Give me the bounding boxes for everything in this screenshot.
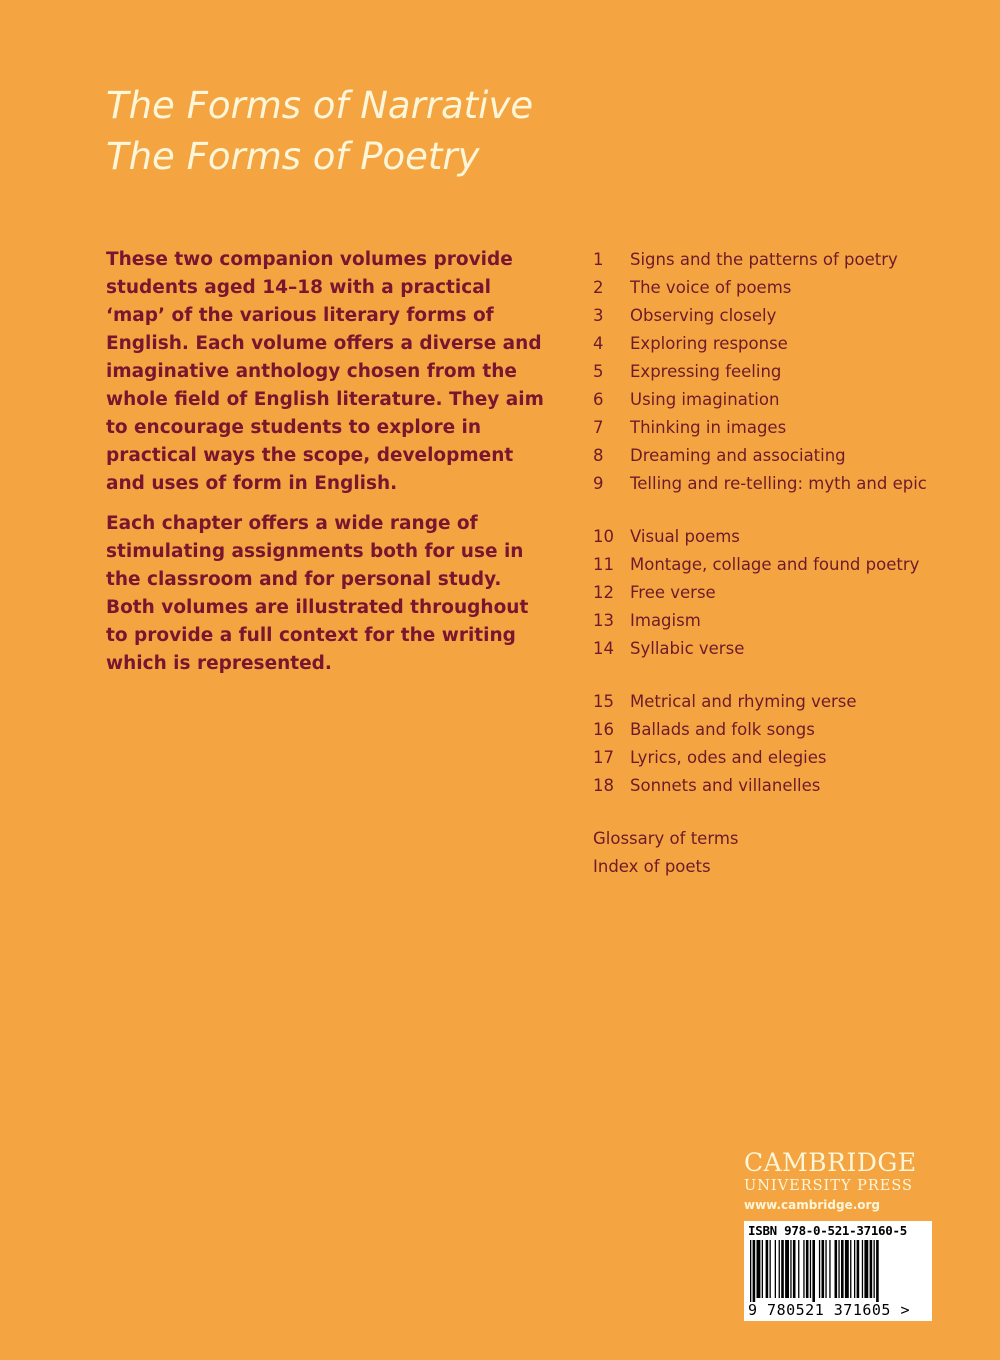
barcode-bar (850, 1240, 851, 1298)
barcode-bar (874, 1240, 875, 1298)
toc-entry (593, 470, 973, 498)
toc-title: Dreaming and associating (630, 446, 846, 465)
toc-entry (593, 330, 973, 358)
toc-title: Sonnets and villanelles (630, 776, 821, 795)
barcode-bar (793, 1240, 796, 1298)
toc-entry (593, 302, 973, 330)
toc-entry (593, 442, 973, 470)
cover-titles (106, 80, 533, 182)
barcode-bar (803, 1240, 804, 1298)
toc-title: Lyrics, odes and elegies (630, 748, 827, 767)
toc-title: Signs and the patterns of poetry (630, 250, 898, 269)
barcode-bar (864, 1240, 868, 1298)
toc-group-3 (593, 688, 973, 800)
barcode-bar (838, 1240, 839, 1298)
toc-number: 1 (593, 250, 604, 269)
barcode-bar (870, 1240, 873, 1298)
barcode-bar (841, 1240, 844, 1298)
barcode-bar (845, 1240, 849, 1298)
barcode-bar (806, 1240, 809, 1298)
toc-number: 10 (593, 527, 614, 546)
blurb (106, 246, 546, 690)
glossary-entry: Glossary of terms (593, 829, 739, 848)
toc-number: 7 (593, 418, 604, 437)
toc-entry (593, 358, 973, 386)
toc-number: 13 (593, 611, 614, 630)
toc-number: 4 (593, 334, 604, 353)
barcode-bar (822, 1240, 825, 1298)
index-entry: Index of poets (593, 857, 711, 876)
toc-title: Visual poems (630, 527, 740, 546)
publisher-url: www.cambridge.org (744, 1198, 881, 1212)
toc-entry (593, 744, 973, 772)
toc-title: Free verse (630, 583, 716, 602)
barcode-bar (762, 1240, 763, 1298)
toc-title: Ballads and folk songs (630, 720, 815, 739)
toc-number: 5 (593, 362, 604, 381)
barcode-bar (781, 1240, 784, 1298)
toc-entry (593, 579, 973, 607)
toc-title: Exploring response (630, 334, 788, 353)
blurb-paragraph-1: These two companion volumes provide students aged 14–18 with a practical ‘map’ of the various literary forms of English. Each volume offers a diverse and imaginative anthology chosen from the whole field of English literature. They aim to encourage students to explore in practical ways the scope, development and uses of form in English. (106, 249, 544, 494)
publisher-logo (744, 1148, 934, 1215)
toc-entry (593, 274, 973, 302)
barcode-bar (775, 1240, 776, 1298)
barcode-bar (812, 1240, 815, 1302)
barcode-bar (829, 1240, 830, 1298)
toc-number: 17 (593, 748, 614, 767)
barcode-bar (798, 1240, 799, 1298)
toc-entry (593, 635, 973, 663)
barcode (744, 1221, 932, 1321)
barcode-bars (748, 1240, 928, 1302)
toc-appendix (593, 825, 973, 881)
toc-title: Thinking in images (630, 418, 787, 437)
toc-title: Observing closely (630, 306, 777, 325)
toc-number: 9 (593, 474, 604, 493)
barcode-bar (790, 1240, 791, 1298)
toc-title: Using imagination (630, 390, 780, 409)
toc-number: 12 (593, 583, 614, 602)
toc-number: 3 (593, 306, 604, 325)
toc-entry (593, 716, 973, 744)
barcode-bar (810, 1240, 811, 1298)
toc-number: 15 (593, 692, 614, 711)
barcode-bar (857, 1240, 860, 1298)
barcode-bar (766, 1240, 769, 1298)
toc-title: Syllabic verse (630, 639, 745, 658)
barcode-bar (819, 1240, 820, 1298)
toc-title: Expressing feeling (630, 362, 782, 381)
barcode-digits: 9 780521 371605 > (748, 1301, 911, 1319)
barcode-bar (770, 1240, 771, 1298)
barcode-bar (854, 1240, 855, 1298)
toc-entry (593, 551, 973, 579)
toc-number: 11 (593, 555, 614, 574)
toc-title: Telling and re-telling: myth and epic (630, 474, 927, 493)
toc-group-2 (593, 523, 973, 663)
barcode-bar (835, 1240, 838, 1298)
toc-entry (593, 246, 973, 274)
title-narrative: The Forms of Narrative (106, 84, 534, 127)
toc-number: 14 (593, 639, 614, 658)
toc-number: 18 (593, 776, 614, 795)
toc-entry (593, 688, 973, 716)
toc-title: Metrical and rhyming verse (630, 692, 857, 711)
toc-number: 16 (593, 720, 614, 739)
barcode-bar (779, 1240, 780, 1298)
toc-number: 6 (593, 390, 604, 409)
barcode-bar (785, 1240, 789, 1298)
barcode-bar (757, 1240, 761, 1298)
toc-entry (593, 772, 973, 800)
barcode-bar (862, 1240, 863, 1298)
barcode-bar (750, 1240, 751, 1302)
isbn-label: ISBN 978-0-521-37160-5 (748, 1223, 907, 1238)
toc-title: Imagism (630, 611, 701, 630)
toc-entry (593, 523, 973, 551)
publisher-subtitle: UNIVERSITY PRESS (744, 1178, 913, 1194)
table-of-contents (593, 246, 973, 881)
toc-title: The voice of poems (630, 278, 792, 297)
barcode-bar (825, 1240, 826, 1298)
toc-entry (593, 607, 973, 635)
blurb-paragraph-2: Each chapter offers a wide range of stimulating assignments both for use in the classroom and for personal study. Both volumes are illustrated throughout to provide a full context for the writing which is represented. (106, 513, 529, 674)
toc-group-1 (593, 246, 973, 498)
toc-number: 8 (593, 446, 604, 465)
toc-entry (593, 414, 973, 442)
barcode-bar (753, 1240, 756, 1302)
toc-number: 2 (593, 278, 604, 297)
title-poetry: The Forms of Poetry (106, 135, 480, 178)
toc-entry (593, 386, 973, 414)
publisher-name: CAMBRIDGE (744, 1148, 917, 1177)
barcode-bar (876, 1240, 879, 1302)
toc-title: Montage, collage and found poetry (630, 555, 920, 574)
